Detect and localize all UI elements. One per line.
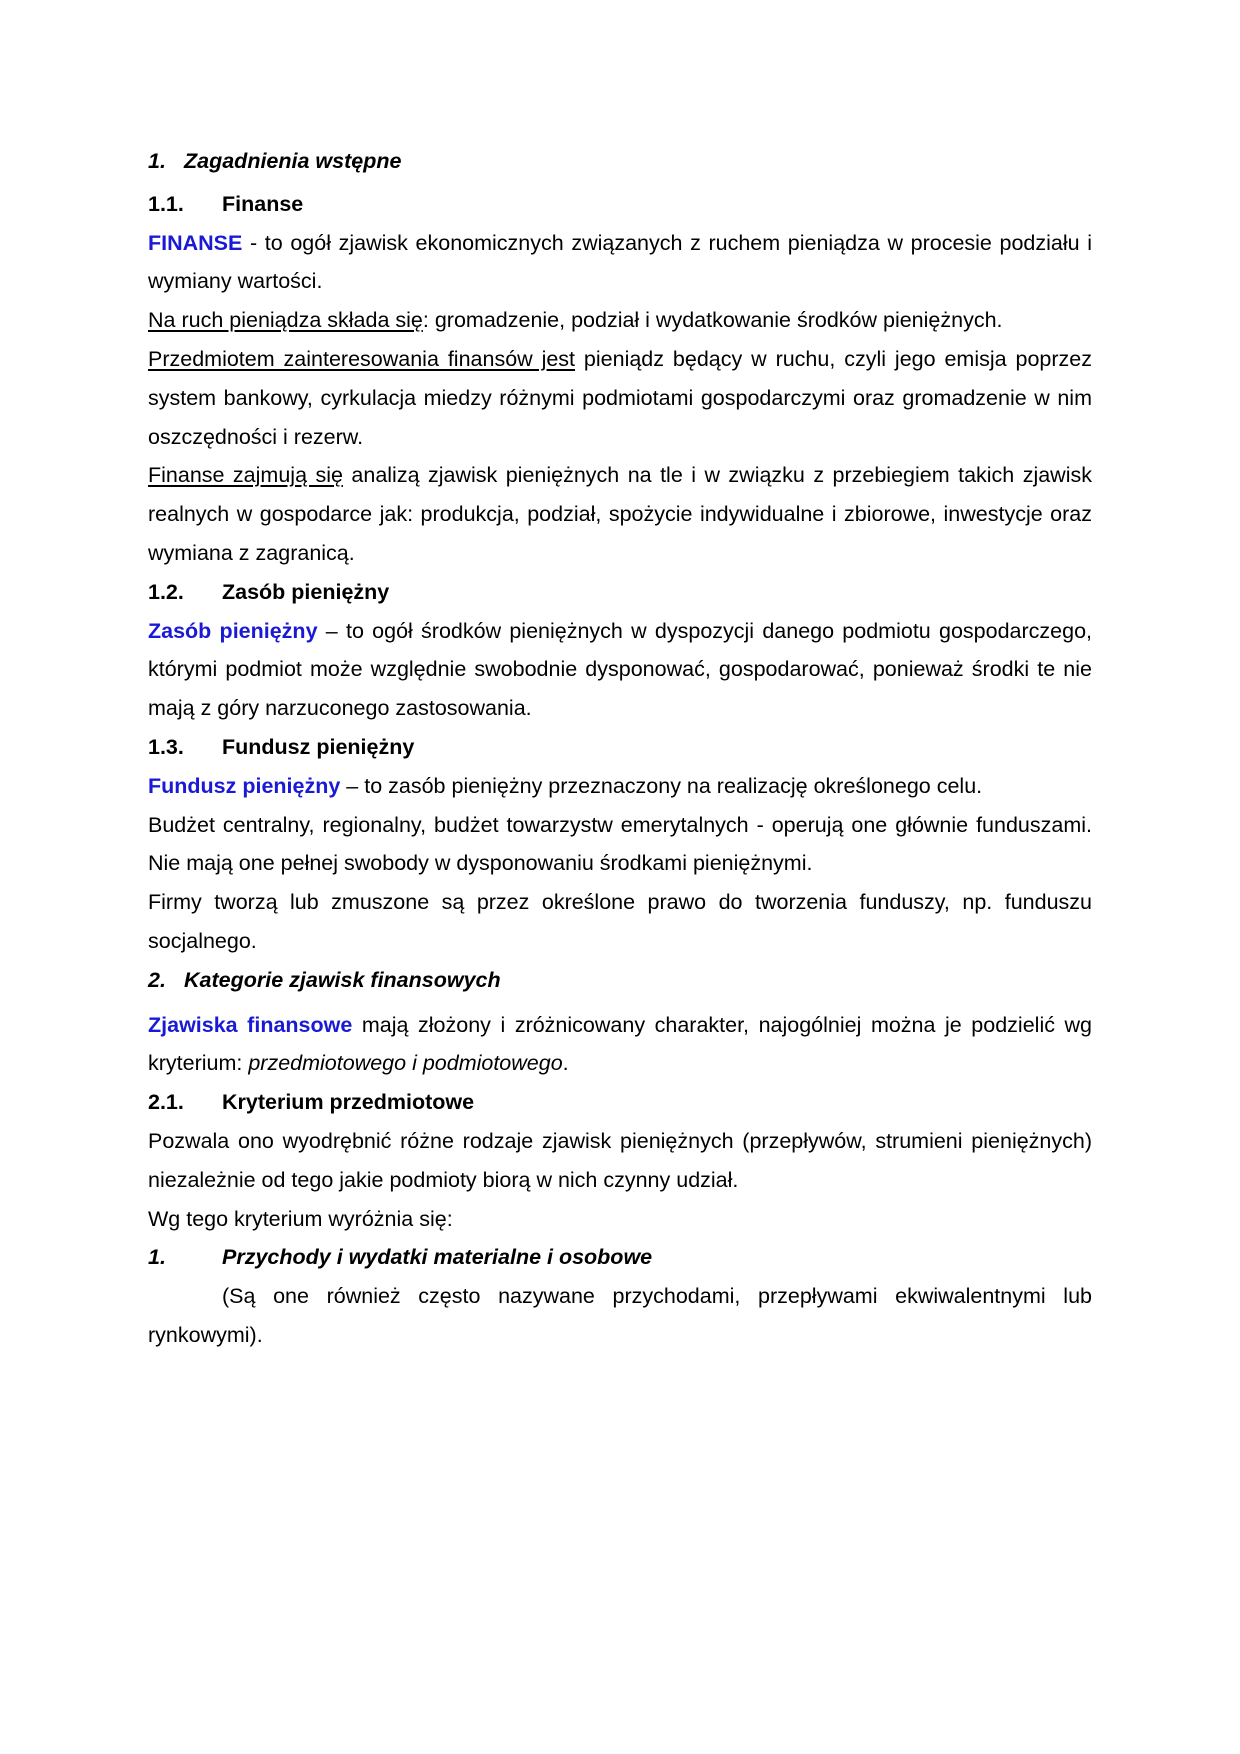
- definition-zjawiska-finansowe: [148, 1006, 1092, 1084]
- list-item-number: 1.: [148, 1245, 166, 1270]
- subsection-number: 1.3.: [148, 734, 184, 759]
- section-number: 2.: [148, 967, 166, 992]
- list-item-heading: [148, 1238, 1092, 1277]
- section-number: 1.: [148, 149, 166, 173]
- subsection-1-3-heading: [148, 728, 1092, 767]
- document-page: [148, 142, 1092, 1355]
- subsection-title: Zasób pieniężny: [222, 579, 390, 604]
- underlined-phrase: Przedmiotem zainteresowania finansów jest: [148, 346, 576, 371]
- paragraph-firmy: Firmy tworzą lub zmuszone są przez określone prawo do tworzenia funduszy, np. funduszu socjalnego.: [148, 890, 1092, 953]
- section-2-heading: [148, 961, 1092, 1000]
- paragraph-finanse-zajmuja-sie: [148, 456, 1092, 572]
- subsection-title: Kryterium przedmiotowe: [222, 1090, 475, 1115]
- list-item-description: (Są one również często nazywane przychodami, przepływami ekwiwalentnymi lub rynkowymi).: [148, 1284, 1092, 1347]
- paragraph-wg-tego-kryterium: Wg tego kryterium wyróżnia się:: [148, 1206, 453, 1231]
- list-item-title: Przychody i wydatki materialne i osobowe: [222, 1245, 653, 1270]
- definition-end: .: [562, 1051, 569, 1076]
- subsection-1-1-heading: [148, 185, 1092, 224]
- defined-term: Zjawiska finansowe: [148, 1012, 353, 1037]
- subsection-title: Fundusz pieniężny: [222, 734, 415, 759]
- subsection-number: 1.2.: [148, 579, 184, 604]
- defined-term: FINANSE: [148, 230, 243, 255]
- definition-zasob-pieniezny: [148, 612, 1092, 728]
- defined-term: Zasób pieniężny: [148, 618, 318, 643]
- subsection-title: Finanse: [222, 191, 304, 216]
- section-title: Kategorie zjawisk finansowych: [184, 967, 501, 992]
- definition-text: mają złożony i zróżnicowany charakter, najogólniej można je podzielić wg kryterium:: [148, 1012, 1093, 1076]
- paragraph-przedmiot-finansow: [148, 340, 1092, 456]
- definition-text: – to zasób pieniężny przeznaczony na realizację określonego celu.: [340, 773, 983, 798]
- subsection-number: 1.1.: [148, 191, 184, 216]
- italic-criteria: przedmiotowego i podmiotowego: [248, 1051, 563, 1076]
- definition-text: - to ogół zjawisk ekonomicznych związanych z ruchem pieniądza w procesie podziału i wymiany wartości.: [148, 230, 1092, 294]
- paragraph-budzet: Budżet centralny, regionalny, budżet towarzystw emerytalnych - operują one głównie funduszami. Nie mają one pełnej swobody w dysponowaniu środkami pieniężnymi.: [148, 812, 1092, 876]
- subsection-1-2-heading: [148, 573, 1092, 612]
- definition-finanse: [148, 224, 1092, 302]
- subsection-number: 2.1.: [148, 1090, 184, 1115]
- underlined-phrase: Finanse zajmują się: [148, 463, 343, 488]
- subsection-2-1-heading: [148, 1083, 1092, 1122]
- paragraph-pozwala-ono: Pozwala ono wyodrębnić różne rodzaje zjawisk pieniężnych (przepływów, strumieni pieniężnych) niezależnie od tego jakie podmioty biorą w nich czynny udział.: [148, 1128, 1092, 1192]
- underlined-phrase: Na ruch pieniądza składa się: [148, 308, 423, 333]
- paragraph-text: : gromadzenie, podział i wydatkowanie środków pieniężnych.: [422, 308, 1003, 333]
- paragraph-ruch-pieniadza: [148, 301, 1092, 340]
- definition-fundusz-pieniezny: [148, 767, 1092, 806]
- section-title: Zagadnienia wstępne: [184, 149, 402, 173]
- defined-term: Fundusz pieniężny: [148, 773, 341, 798]
- definition-text: – to ogół środków pieniężnych w dyspozycji danego podmiotu gospodarczego, którymi podmiot może względnie swobodnie dysponować, gospodarować, ponieważ środki te nie mają z góry narzuconego zastosowania.: [148, 618, 1092, 721]
- section-1-heading: [148, 142, 1092, 181]
- paragraph-text: analizą zjawisk pieniężnych na tle i w związku z przebiegiem takich zjawisk realnych w gospodarce jak: produkcja, podział, spożycie indywidualne i zbiorowe, inwestycje oraz wymiana z zagranicą.: [148, 463, 1092, 565]
- paragraph-text: pieniądz będący w ruchu, czyli jego emisja poprzez system bankowy, cyrkulacja miedzy różnymi podmiotami gospodarczymi oraz gromadzenie w nim oszczędności i rezerw.: [148, 346, 1092, 449]
